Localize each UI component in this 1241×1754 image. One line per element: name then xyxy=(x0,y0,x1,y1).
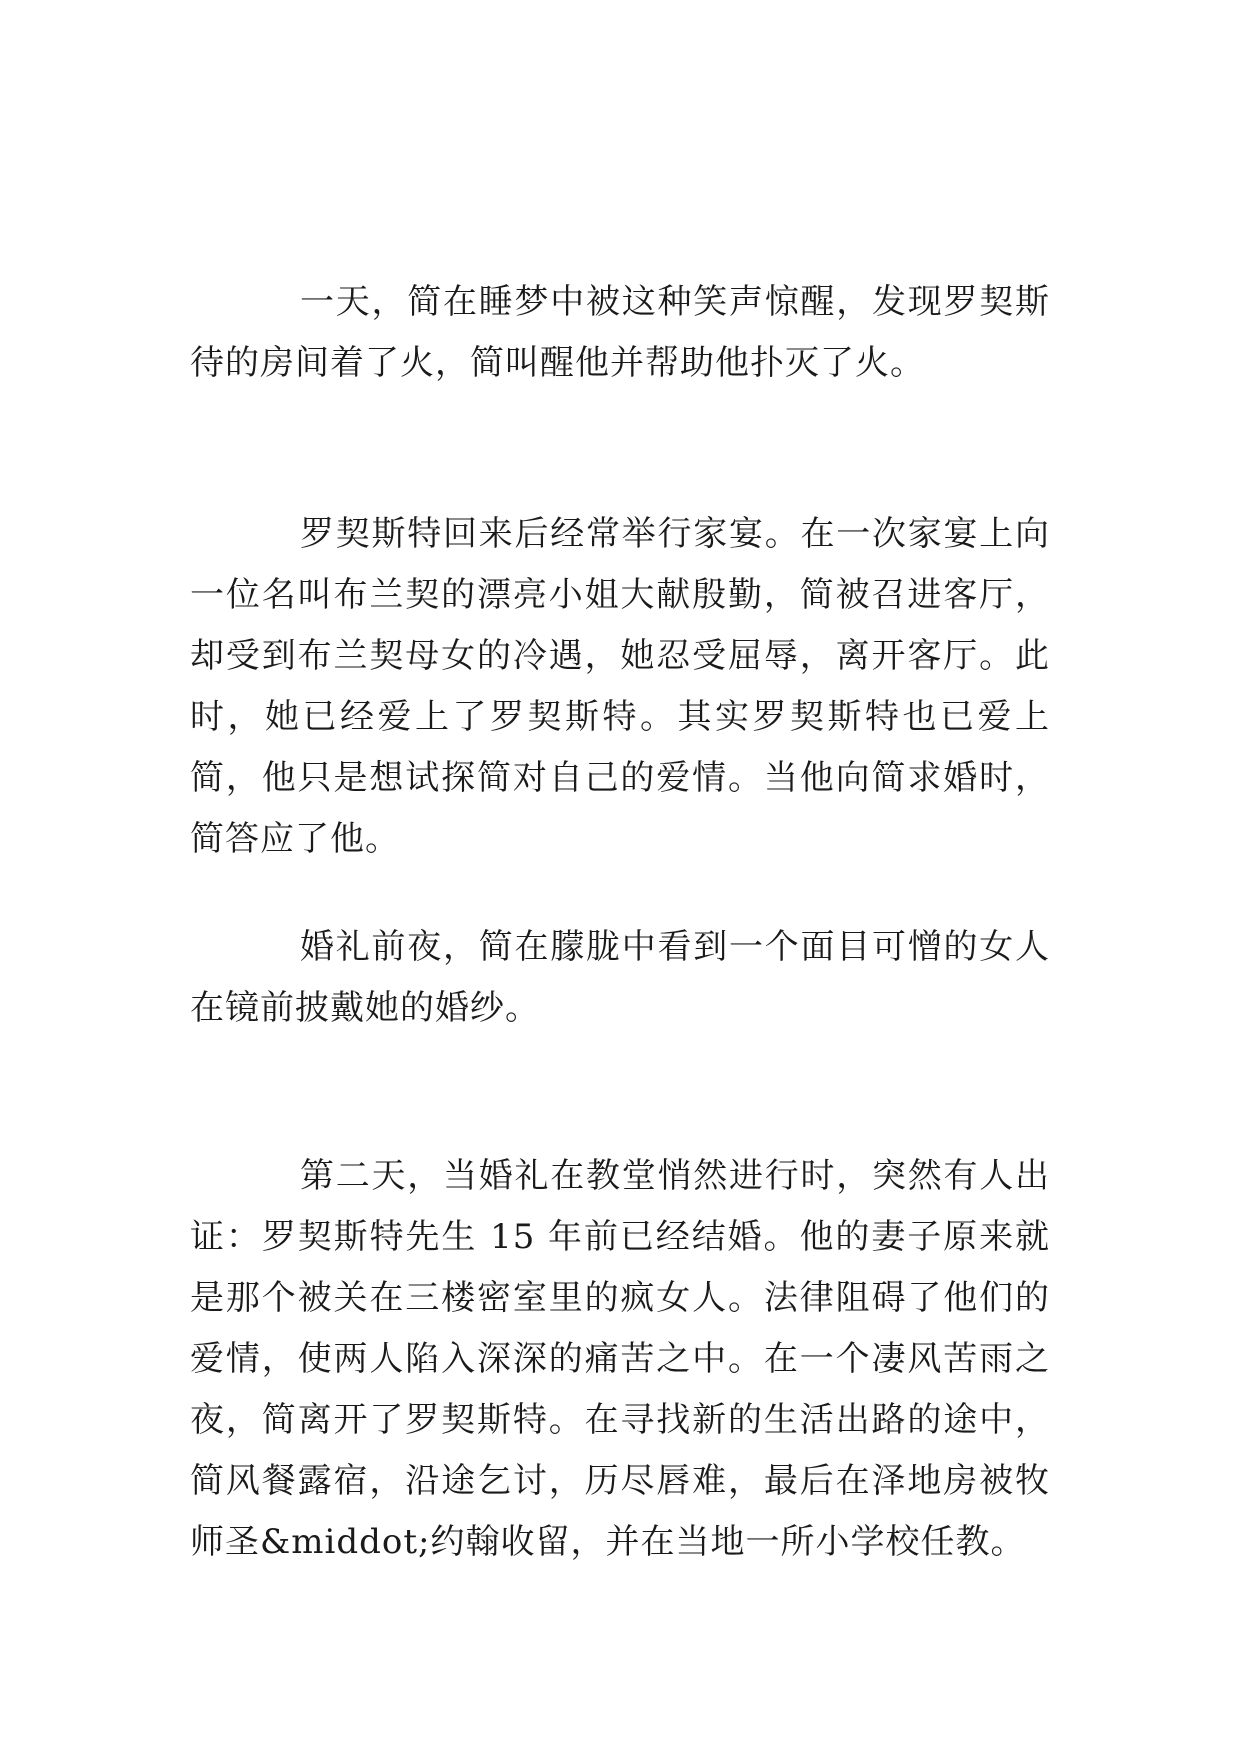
paragraph-fire-rescue: 一天，简在睡梦中被这种笑声惊醒，发现罗契斯待的房间着了火，简叫醒他并帮助他扑灭了火。 xyxy=(190,282,1050,383)
paragraph-proposal: 罗契斯特回来后经常举行家宴。在一次家宴上向一位名叫布兰契的漂亮小姐大献殷勤，简被召进客厅，却受到布兰契母女的冷遇，她忍受屈辱，离开客厅。此时，她已经爱上了罗契斯特。其实罗契斯特也已爱上简，他只是想试探简对自己的爱情。当他向简求婚时，简答应了他。 xyxy=(190,514,1050,859)
paragraph-wedding-eve: 婚礼前夜，简在朦胧中看到一个面目可憎的女人在镜前披戴她的婚纱。 xyxy=(190,927,1050,1028)
paragraph-wedding-day: 第二天，当婚礼在教堂悄然进行时，突然有人出证：罗契斯特先生 15 年前已经结婚。他的妻子原来就是那个被关在三楼密室里的疯女人。法律阻碍了他们的爱情，使两人陷入深深的痛苦之中。在一个凄风苦雨之夜，简离开了罗契斯特。在寻找新的生活出路的途中，简风餐露宿，沿途乞讨，历尽唇难，最后在泽地房被牧师圣&middot;约翰收留，并在当地一所小学校任教。 xyxy=(190,1156,1050,1562)
